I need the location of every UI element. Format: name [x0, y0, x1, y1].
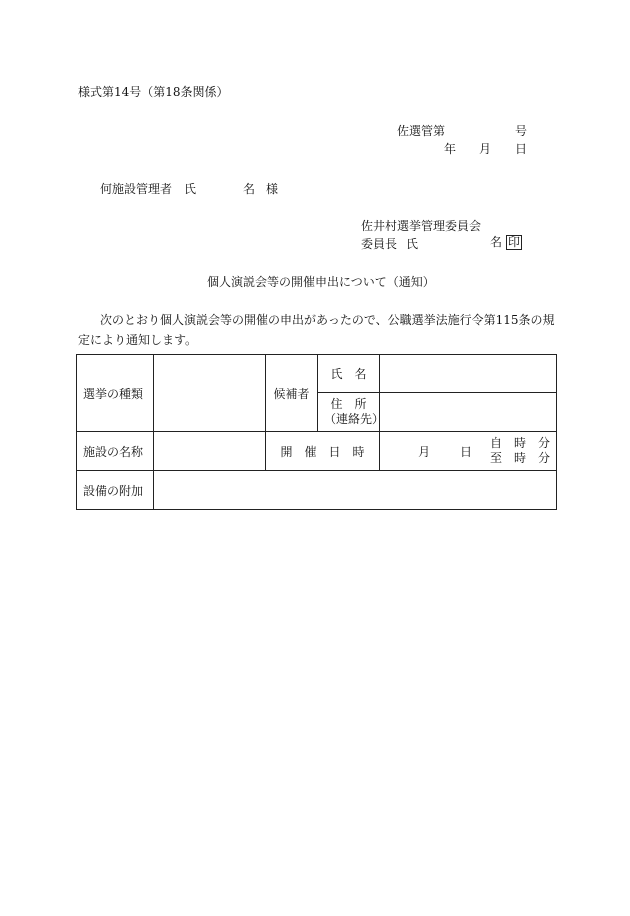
table-row: [77, 471, 557, 510]
election-type-value: [154, 355, 266, 432]
datetime-from-label: 自 時 分: [489, 436, 550, 450]
document-title: 個人演説会等の開催申出について（通知）: [207, 275, 435, 289]
form-number: 様式第14号（第18条関係）: [78, 85, 229, 99]
candidate-address-value: [380, 393, 557, 432]
table-row: [77, 432, 557, 471]
facility-name-value: [154, 432, 266, 471]
date-year: 年: [444, 142, 457, 156]
sender-organization: 佐井村選挙管理委員会: [361, 219, 482, 233]
addressee-name-1: 氏: [184, 182, 197, 196]
addressee-name-2: 名: [243, 182, 256, 196]
facility-name-label: 施設の名称: [77, 432, 154, 471]
datetime-to-label: 至 時 分: [489, 451, 550, 465]
sender-title: 委員長: [361, 237, 398, 251]
document-number-prefix: 佐選管第: [397, 124, 446, 138]
election-type-label: 選挙の種類: [77, 355, 154, 432]
sender-name-1: 氏: [406, 237, 419, 251]
sender-name-2-with-seal: [490, 235, 522, 250]
datetime-label: 開 催 日 時: [266, 432, 380, 471]
notification-table: [76, 354, 557, 510]
candidate-name-label: 氏 名: [318, 355, 380, 393]
datetime-month-label: 月: [418, 444, 431, 459]
addressee-honorific: 様: [266, 182, 279, 196]
equipment-label: 設備の附加: [77, 471, 154, 510]
date-day: 日: [515, 142, 528, 156]
candidate-address-label: 住 所: [330, 397, 367, 411]
seal-stamp: 印: [508, 235, 521, 249]
date-month: 月: [479, 142, 492, 156]
candidate-name-value: [380, 355, 557, 393]
candidate-contact-label: （連絡先）: [324, 412, 385, 426]
candidate-address-cell: [318, 393, 385, 432]
document-number-suffix: 号: [515, 124, 528, 138]
addressee-label: 何施設管理者: [100, 182, 173, 196]
table-row: [77, 355, 557, 393]
sender-name-2: 名: [490, 235, 503, 249]
candidate-label: 候補者: [266, 355, 318, 432]
equipment-value: [154, 471, 557, 510]
datetime-value: [380, 432, 557, 471]
body-text: 次のとおり個人演説会等の開催の申出があったので、公職選挙法施行令第115条の規定により通知します。: [78, 313, 555, 347]
datetime-day-label: 日: [459, 444, 472, 459]
